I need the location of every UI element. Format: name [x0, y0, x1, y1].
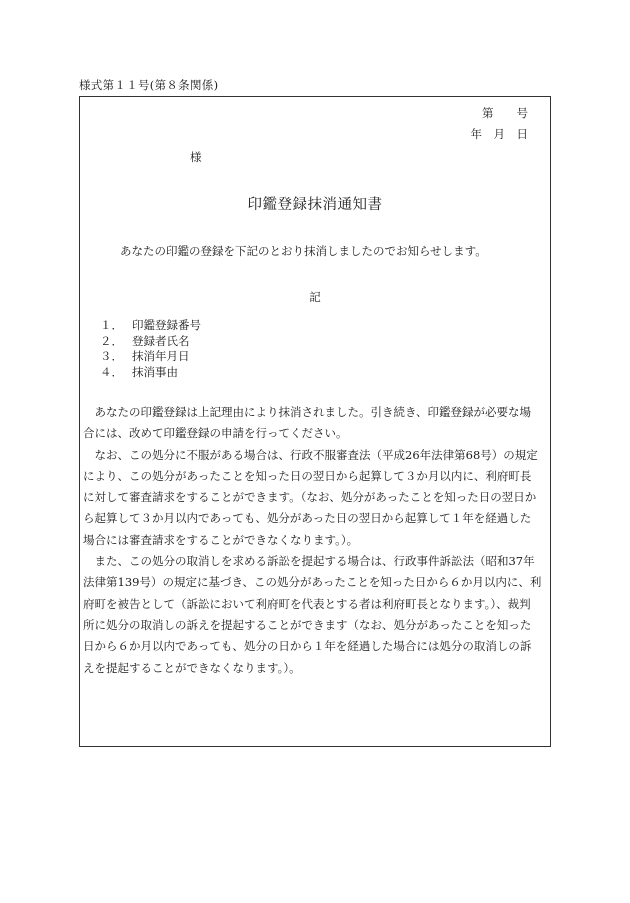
body-line: 府町を被告として（訴訟において利府町を代表とする者は利府町長となります。）、裁判: [83, 596, 531, 611]
body-line: 場合には審査請求をすることができなくなります。）。: [83, 532, 359, 547]
list-item: [100, 349, 201, 365]
ki-heading: 記: [309, 290, 321, 304]
item-list: [100, 318, 201, 380]
item-number: ４．: [100, 364, 123, 379]
item-number: ２．: [100, 333, 123, 348]
list-item: [100, 334, 201, 350]
document-title: 印鑑登録抹消通知書: [247, 197, 383, 213]
body-line: 法律第139号）の規定に基づき、この処分があったことを知った日から６か月以内に、利: [83, 575, 542, 590]
body-line: 所に処分の取消しの訴えを提起することができます（なお、処分があったことを知った: [83, 617, 532, 632]
document-date-line: 年 月 日: [470, 127, 528, 141]
body-line: また、この処分の取消しを求める訴訟を提起する場合は、行政事件訴訟法（昭和37年: [83, 554, 535, 569]
body-line: あなたの印鑑登録は上記理由により抹消されました。引き続き、印鑑登録が必要な場: [83, 405, 532, 419]
notice-body-text: [83, 402, 547, 679]
item-number: １．: [100, 318, 123, 332]
body-line: に対して審査請求をすることができます。（なお、処分があったことを知った日の翌日か: [83, 490, 537, 505]
document-number-line: 第 号: [482, 106, 528, 120]
body-line: 日から６か月以内であっても、処分の日から１年を経過した場合には処分の取消しの訴: [83, 639, 532, 654]
item-label: 登録者氏名: [132, 333, 190, 348]
body-line: ら起算して３か月以内であっても、処分があった日の翌日から起算して１年を経過した: [83, 511, 532, 526]
item-label: 抹消事由: [132, 364, 178, 379]
item-label: 抹消年月日: [132, 349, 190, 363]
item-number: ３．: [100, 349, 123, 363]
list-item: [100, 365, 201, 381]
body-line: により、この処分があったことを知った日の翌日から起算して３か月以内に、利府町長: [83, 468, 532, 483]
form-number-label: 様式第１１号(第８条関係): [79, 78, 219, 92]
addressee-honorific: 様: [190, 150, 202, 164]
body-line: えを提起することができなくなります。）。: [83, 660, 301, 675]
item-label: 印鑑登録番号: [132, 318, 201, 332]
list-item: [100, 318, 201, 334]
intro-statement: あなたの印鑑の登録を下記のとおり抹消しましたのでお知らせします。: [120, 244, 487, 258]
notice-document-frame: [79, 96, 551, 747]
body-line: なお、この処分に不服がある場合は、行政不服審査法（平成26年法律第68号）の規定: [83, 447, 538, 462]
body-line: 合には、改めて印鑑登録の申請を行ってください。: [83, 426, 348, 441]
